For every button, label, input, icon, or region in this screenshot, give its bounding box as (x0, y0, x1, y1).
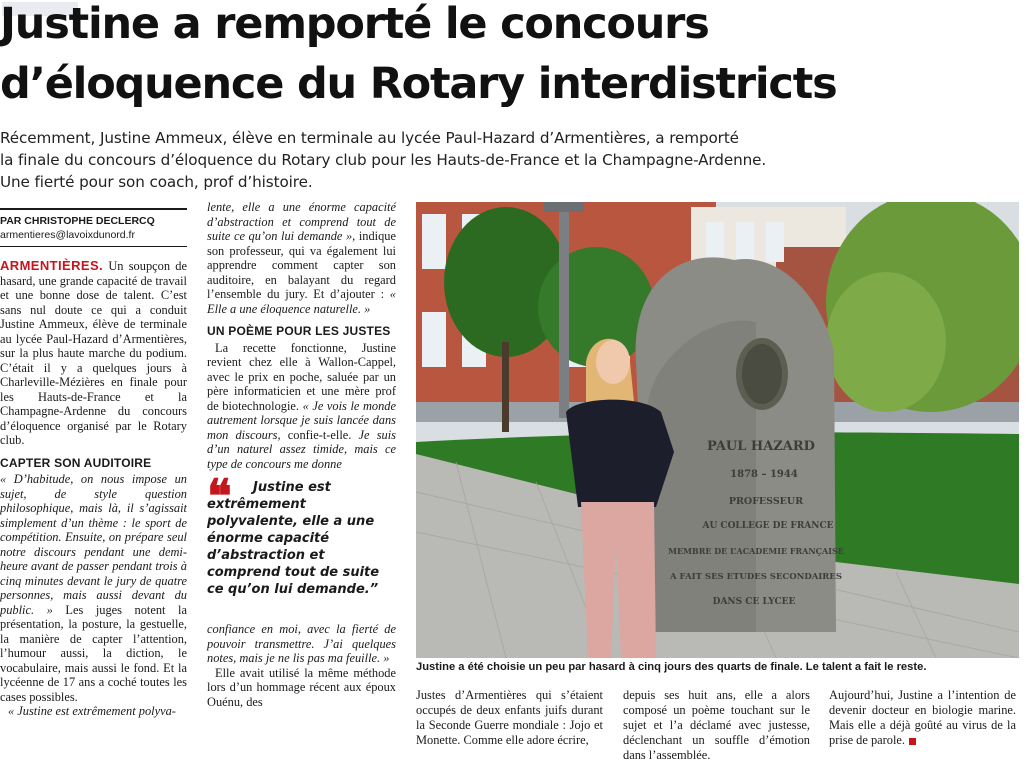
ending-text: Aujourd’hui, Justine a l’intention de devenir docteur en biologie marine. Mais elle a déjà goûté au virus de la prise de parole. (829, 688, 1016, 747)
paragraph-professor (207, 200, 396, 316)
professor-text: indique son professeur, qui va également lui apprendre comment capter son auditoire, en balayant du regard l’ensemble du jury. Et d’ajouter : (207, 229, 396, 301)
recipe-text: La recette fonctionne, Justine revient chez elle à Wallon-Cappel, avec le prix en poche, saluée par un père informaticien et une mère prof de biotechnologie. (207, 340, 396, 413)
quote-method: « D’habitude, on nous impose un sujet, de style question philosophique, mais là, il s’agissait simplement d’un thème : le sport de compétition. Ensuite, on prépare seul notre discours pendant une demi-heure avant de passer pendant trois à cinq minutes devant le jury de quatre personnes, mais aussi devant du public. » (0, 472, 187, 617)
standfirst-line-2: la finale du concours d’éloquence du Rotary club pour les Hauts-de-France et la Champagne-Ardenne. (0, 151, 767, 169)
monument-line-1: PROFESSEUR (728, 496, 804, 507)
article-column-2 (207, 200, 396, 709)
headline (0, 0, 1020, 114)
pull-quote (207, 469, 396, 598)
quote-confiance: confiance en moi, avec la fierté de pouvoir transmettre. J’ai quelques notes, mais je ne lis pas ma feuille. » (207, 622, 396, 665)
headline-line-1: Justine a remporté le concours (0, 0, 709, 49)
paragraph-intro (0, 259, 187, 448)
subheading-capter: CAPTER SON AUDITOIRE (0, 455, 152, 470)
hommage-text: Elle avait utilisé la même méthode lors d’un hommage récent aux époux Ouénu, des (207, 665, 396, 709)
quote-polyvalente-start: « Justine est extrêmement polyva- (8, 704, 176, 718)
confie-text: confie-t-elle. (287, 427, 352, 442)
paragraph-method (0, 472, 187, 704)
photo-caption: Justine a été choisie un peu par hasard à cinq jours des quarts de finale. Le talent a fait le reste. (416, 661, 927, 673)
standfirst (0, 127, 1010, 193)
monument-line-5: DANS CE LYCEE (712, 597, 796, 607)
quote-timide: Je suis d’un naturel assez timide, mais ce type de concours me donne (207, 427, 396, 471)
end-of-article-mark (909, 738, 916, 745)
article-column-1 (0, 200, 187, 719)
article-column-3 (416, 688, 603, 748)
dateline: ARMENTIÈRES. (0, 258, 104, 273)
intro-text: Un soupçon de hasard, une grande capacité de travail et une bonne dose de talent. C’est sans nul doute ce qui a conduit Justine Ammeux, élève de terminale au lycée Paul-Hazard d’Armentières, sur la plus haute marche du podium. C’était il y a quelques jours à Charleville-Mézières en finale pour les Hauts-de-France et la Champagne-Ardenne du concours d’éloquence organisé par le Rotary club. (0, 259, 187, 447)
article-column-5 (829, 688, 1016, 748)
quote-polyvalente-end: lente, elle a une énorme capacité d’abstraction et comprend tout de suite ce qu’on lui demande », (207, 200, 396, 243)
article-column-4 (623, 688, 810, 763)
standfirst-line-3: Une fierté pour son coach, prof d’histoire. (0, 173, 313, 191)
author-byline: PAR CHRISTOPHE DECLERCQ (0, 215, 155, 227)
byline-bottom-rule (0, 246, 187, 247)
monument-dates: 1878 – 1944 (730, 469, 798, 480)
paragraph-poeme: depuis ses huit ans, elle a alors composé un poème touchant sur le sujet et l’a déclamé avec justesse, déclenchant un souffle d’émotion dans l’assemblée. (623, 688, 810, 762)
standfirst-line-1: Récemment, Justine Ammeux, élève en terminale au lycée Paul-Hazard d’Armentières, a remporté (0, 129, 739, 147)
byline-top-rule (0, 208, 187, 210)
method-text: Les juges notent la présentation, la posture, la gestuelle, la manière de capter l’attention, l’humour aussi, la diction, le vocabulaire, mais aussi le fond. Et la lycéenne de 17 ans a coché toutes les cases possibles. (0, 602, 187, 704)
monument-line-3: MEMBRE DE L’ACADEMIE FRANÇAISE (668, 546, 844, 556)
monument-line-4: A FAIT SES ETUDES SECONDAIRES (669, 572, 843, 582)
paragraph-justes: Justes d’Armentières qui s’étaient occupés de deux enfants juifs durant la Seconde Guerre mondiale : Jojo et Monette. Comme elle adore écrire, (416, 688, 603, 747)
paragraph-polyvalente (0, 704, 187, 719)
monument-line-2: AU COLLEGE DE FRANCE (702, 521, 834, 531)
quote-monde: « Je vois le monde autrement lorsque je suis lancée dans mon discours, (207, 398, 396, 442)
paragraph-ending (829, 688, 1016, 748)
paragraph-recipe (207, 341, 396, 472)
subheading-poeme: UN POÈME POUR LES JUSTES (207, 324, 391, 338)
pull-quote-text: Justine est extrêmement polyvalente, elle a une énorme capacité d’abstraction et comprend tout de suite ce qu’on lui demande.” (207, 480, 380, 597)
photo-illustration (416, 202, 1019, 658)
paragraph-hommage (207, 666, 396, 710)
author-email-link[interactable]: armentieres@lavoixdunord.fr (0, 229, 135, 241)
quote-marks-icon: ❝ (207, 469, 228, 523)
quote-eloquence: « Elle a une éloquence naturelle. » (207, 287, 396, 316)
article-photo (416, 202, 1019, 658)
headline-line-2: d’éloquence du Rotary interdistricts (0, 59, 837, 109)
paragraph-confiance (207, 622, 396, 666)
monument-name: PAUL HAZARD (707, 439, 815, 454)
